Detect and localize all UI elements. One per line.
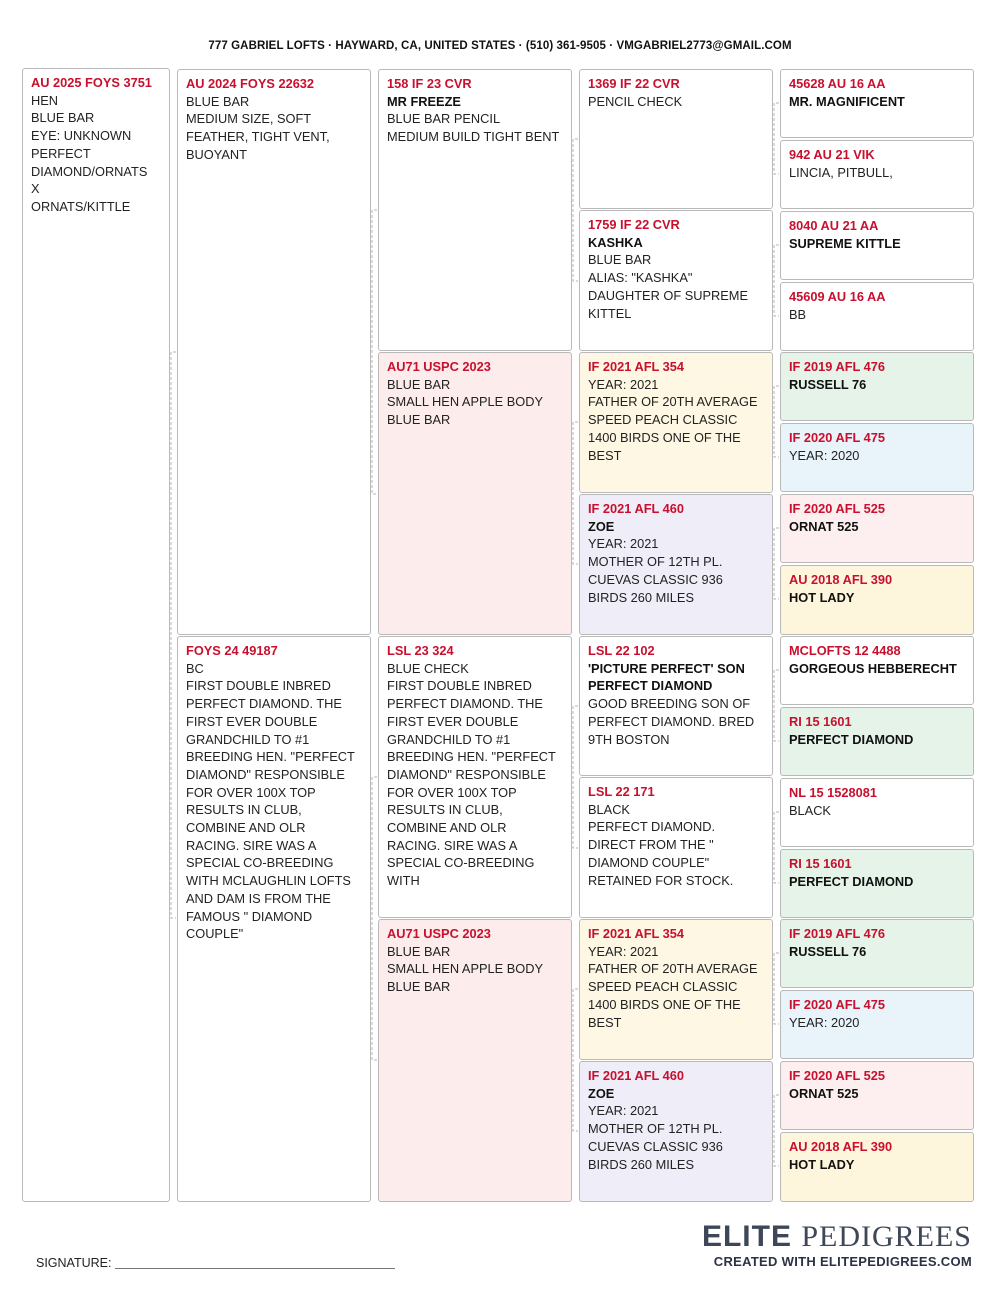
bird-detail: YEAR: 2021 <box>588 1103 659 1119</box>
gen4-card-4 <box>780 282 974 351</box>
band-id: 8040 AU 21 AA <box>789 218 879 233</box>
bird-detail: ALIAS: "KASHKA" <box>588 270 693 286</box>
granddam-paternal-card <box>378 352 572 635</box>
gen4-card-15 <box>780 1061 974 1130</box>
band-id: 1759 IF 22 CVR <box>588 217 680 232</box>
bird-name: MR. MAGNIFICENT <box>789 93 905 109</box>
sire-detail: MEDIUM SIZE, SOFT FEATHER, TIGHT VENT, BUOYANT <box>186 111 330 162</box>
band-id: LSL 22 171 <box>588 784 655 799</box>
bird-detail: SMALL HEN APPLE BODY <box>387 394 543 410</box>
bird-name: RUSSELL 76 <box>789 376 867 392</box>
gen3-card-3 <box>579 352 773 493</box>
gen4-card-7 <box>780 494 974 563</box>
bird-name: ORNAT 525 <box>789 518 859 534</box>
gen4-card-10 <box>780 707 974 776</box>
band-id: AU71 USPC 2023 <box>387 359 491 374</box>
band-id: AU71 USPC 2023 <box>387 926 491 941</box>
gen3-card-2 <box>579 210 773 351</box>
subject-color: BLUE BAR <box>31 110 95 126</box>
band-id: IF 2020 AFL 525 <box>789 501 886 516</box>
gen3-card-5 <box>579 636 773 776</box>
gen3-card-8 <box>579 1061 773 1202</box>
band-id: AU 2018 AFL 390 <box>789 1139 893 1154</box>
gen3-card-7 <box>579 919 773 1060</box>
band-id: AU 2018 AFL 390 <box>789 572 893 587</box>
signature-area <box>36 1256 395 1270</box>
band-id: IF 2019 AFL 476 <box>789 926 886 941</box>
subject-bird-card <box>22 68 170 1202</box>
band-id: IF 2020 AFL 525 <box>789 1068 886 1083</box>
bird-name: 'PICTURE PERFECT' SON PERFECT DIAMOND <box>588 660 745 694</box>
bird-detail: BLUE BAR <box>387 943 451 959</box>
gen4-card-6 <box>780 423 974 492</box>
gen4-card-11 <box>780 778 974 847</box>
bird-detail: MEDIUM BUILD TIGHT BENT <box>387 129 560 145</box>
band-id: IF 2021 AFL 354 <box>588 359 685 374</box>
band-id: 45609 AU 16 AA <box>789 289 886 304</box>
gen4-card-9 <box>780 636 974 705</box>
bird-name: PERFECT DIAMOND <box>789 873 914 889</box>
bird-detail: MOTHER OF 12TH PL. CUEVAS CLASSIC 936 BIRDS 260 MILES <box>588 554 723 605</box>
bird-detail: LINCIA, PITBULL, <box>789 164 893 180</box>
gen4-card-8 <box>780 565 974 635</box>
gen3-card-1 <box>579 69 773 209</box>
bird-name: ZOE <box>588 1085 615 1101</box>
gen4-card-12 <box>780 849 974 918</box>
bird-name: GORGEOUS HEBBERECHT <box>789 660 957 676</box>
band-id: RI 15 1601 <box>789 714 852 729</box>
granddam-maternal-card <box>378 919 572 1202</box>
sire-band-id: AU 2024 FOYS 22632 <box>186 76 315 91</box>
band-id: IF 2020 AFL 475 <box>789 430 886 445</box>
signature-label: SIGNATURE: <box>36 1256 112 1270</box>
grandsire-maternal-card <box>378 636 572 918</box>
band-id: 45628 AU 16 AA <box>789 76 886 91</box>
band-id: RI 15 1601 <box>789 856 852 871</box>
bird-detail: YEAR: 2021 <box>588 943 659 959</box>
bird-detail: DAUGHTER OF SUPREME KITTEL <box>588 287 748 321</box>
gen3-card-6 <box>579 777 773 918</box>
gen4-card-13 <box>780 919 974 988</box>
signature-line <box>115 1268 395 1269</box>
bird-detail: YEAR: 2020 <box>789 447 860 463</box>
bird-detail: BLACK <box>789 802 831 818</box>
bird-detail: BLUE BAR <box>387 376 451 392</box>
band-id: IF 2019 AFL 476 <box>789 359 886 374</box>
bird-name: HOT LADY <box>789 589 855 605</box>
logo-tagline: CREATED WITH ELITEPEDIGREES.COM <box>713 1254 972 1269</box>
bird-name: KASHKA <box>588 234 643 250</box>
bird-detail: FATHER OF 20TH AVERAGE SPEED PEACH CLASSIC 1400 BIRDS ONE OF THE BEST <box>588 394 758 463</box>
elite-pedigrees-logo <box>702 1222 972 1269</box>
gen3-card-4 <box>579 494 773 635</box>
band-id: MCLOFTS 12 4488 <box>789 643 901 658</box>
bird-detail: SMALL HEN APPLE BODY <box>387 961 543 977</box>
logo-word: PEDIGREES <box>801 1220 972 1253</box>
bird-detail: BB <box>789 306 807 322</box>
bird-name: SUPREME KITTLE <box>789 235 901 251</box>
logo-mark: ELITE <box>701 1220 792 1253</box>
bird-detail: GOOD BREEDING SON OF PERFECT DIAMOND. BRED 9TH BOSTON <box>588 696 755 747</box>
bird-detail: YEAR: 2021 <box>588 536 659 552</box>
band-id: IF 2021 AFL 354 <box>588 926 685 941</box>
bird-detail: PERFECT DIAMOND. DIRECT FROM THE " DIAMOND COUPLE" RETAINED FOR STOCK. <box>588 819 734 888</box>
bird-detail: MOTHER OF 12TH PL. CUEVAS CLASSIC 936 BIRDS 260 MILES <box>588 1121 723 1172</box>
gen4-card-16 <box>780 1132 974 1202</box>
bird-detail: BLUE BAR <box>387 979 451 995</box>
band-id: IF 2021 AFL 460 <box>588 501 685 516</box>
dam-band-id: FOYS 24 49187 <box>186 643 278 658</box>
dam-card <box>177 636 371 1202</box>
bird-detail: FATHER OF 20TH AVERAGE SPEED PEACH CLASSIC 1400 BIRDS ONE OF THE BEST <box>588 961 758 1030</box>
gen4-card-3 <box>780 211 974 280</box>
bird-name: ZOE <box>588 518 615 534</box>
band-id: 1369 IF 22 CVR <box>588 76 680 91</box>
subject-cross: X <box>31 181 40 197</box>
grandsire-paternal-card <box>378 69 572 351</box>
band-id: 158 IF 23 CVR <box>387 76 472 91</box>
gen4-card-2 <box>780 140 974 209</box>
sire-detail: BLUE BAR <box>186 93 250 109</box>
bird-name: MR FREEZE <box>387 93 461 109</box>
gen4-card-1 <box>780 69 974 138</box>
bird-detail: BLUE CHECK <box>387 660 469 676</box>
bird-detail: YEAR: 2020 <box>789 1014 860 1030</box>
subject-eye: EYE: UNKNOWN <box>31 128 132 144</box>
bird-name: HOT LADY <box>789 1156 855 1172</box>
sire-card <box>177 69 371 635</box>
bird-detail: BLUE BAR PENCIL <box>387 111 501 127</box>
band-id: LSL 23 324 <box>387 643 454 658</box>
bird-detail: BLACK <box>588 801 630 817</box>
bird-name: PERFECT DIAMOND <box>789 731 914 747</box>
subject-dam-line: ORNATS/KITTLE <box>31 198 131 214</box>
gen4-card-5 <box>780 352 974 421</box>
subject-band-id: AU 2025 FOYS 3751 <box>31 75 152 90</box>
bird-detail: PENCIL CHECK <box>588 93 683 109</box>
subject-sire-line: PERFECT DIAMOND/ORNATS <box>31 145 148 179</box>
subject-sex: HEN <box>31 92 59 108</box>
bird-name: ORNAT 525 <box>789 1085 859 1101</box>
band-id: IF 2021 AFL 460 <box>588 1068 685 1083</box>
dam-detail: FIRST DOUBLE INBRED PERFECT DIAMOND. THE FIRST EVER DOUBLE GRANDCHILD TO #1 BREEDING HEN. "PERFECT DIAMOND" RESPONSIBLE FOR OVER 100X TOP RESULTS IN CLUB, COMBINE AND OLR RACING. SIRE WAS A SPECIAL CO-BREEDING WITH MCLAUGHLIN LOFTS AND DAM IS FROM THE FAMOUS " DIAMOND COUPLE" <box>186 678 355 942</box>
band-id: NL 15 1528081 <box>789 785 877 800</box>
bird-detail: YEAR: 2021 <box>588 376 659 392</box>
bird-detail: BLUE BAR <box>387 412 451 428</box>
bird-detail: FIRST DOUBLE INBRED PERFECT DIAMOND. THE FIRST EVER DOUBLE GRANDCHILD TO #1 BREEDING HEN. "PERFECT DIAMOND" RESPONSIBLE FOR OVER 100X TOP RESULTS IN CLUB, COMBINE AND OLR RACING. SIRE WAS A SPECIAL CO-BREEDING WITH <box>387 678 556 889</box>
band-id: 942 AU 21 VIK <box>789 147 875 162</box>
gen4-card-14 <box>780 990 974 1059</box>
bird-detail: BLUE BAR <box>588 252 652 268</box>
band-id: IF 2020 AFL 475 <box>789 997 886 1012</box>
dam-detail: BC <box>186 660 204 676</box>
breeder-contact-header: 777 GABRIEL LOFTS · HAYWARD, CA, UNITED STATES · (510) 361-9505 · VMGABRIEL2773@GMAIL.COM <box>208 40 792 52</box>
band-id: LSL 22 102 <box>588 643 655 658</box>
bird-name: RUSSELL 76 <box>789 943 867 959</box>
